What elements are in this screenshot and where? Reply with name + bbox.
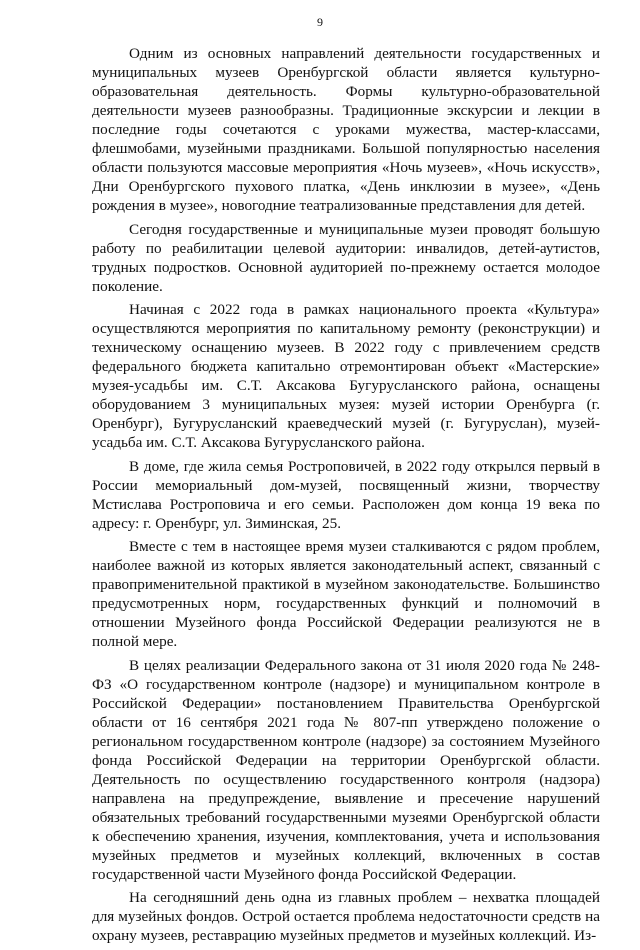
paragraph-rostropovich-museum: В доме, где жила семья Ростроповичей, в 2022 году открылся первый в России мемориальный дом-музей, посвященный жизни, творчеству Мстислава Ростроповича и его семьи. Расположен дом конца 19 века по адресу: г. Оренбург, ул. Зиминская, 25. <box>92 457 600 532</box>
page-number: 9 <box>317 15 323 29</box>
document-body <box>92 44 600 950</box>
paragraph-cultural-education: Одним из основных направлений деятельности государственных и муниципальных музеев Оренбургской области является культурно-образовательная деятельность. Формы культурно-образовательной деятельности музеев разнообразны. Традиционные экскурсии и лекции в последние годы сочетаются с уроками мужества, мастер-классами, флешмобами, музейными праздниками. Большой популярностью населения области пользуются массовые мероприятия «Ночь музеев», «Ночь искусств», Дни Оренбургского пухового платка, «День инклюзии в музее», «День рождения в музее», новогодние театрализованные представления для детей. <box>92 45 600 214</box>
paragraph-legislative-problems: Вместе с тем в настоящее время музеи сталкиваются с рядом проблем, наиболее важной из которых является законодательный аспект, связанный с правоприменительной практикой в музейном законодательстве. Большинство предусмотренных норм, государственных функций и полномочий в отношении Музейного фонда Российской Федерации реализуются не в полной мере. <box>92 538 600 650</box>
paragraph-storage-problems: На сегодняшний день одна из главных проблем – нехватка площадей для музейных фондов. Острой остается проблема недостаточности средств на охрану музеев, реставрацию музейных предметов и музейных коллекций. Из- <box>92 889 600 944</box>
paragraph-rehabilitation: Сегодня государственные и муниципальные музеи проводят большую работу по реабилитации целевой аудитории: инвалидов, детей-аутистов, трудных подростков. Основной аудиторией по-прежнему остается молодое поколение. <box>92 220 600 295</box>
paragraph-national-project: Начиная с 2022 года в рамках национального проекта «Культура» осуществляются мероприятия по капитальному ремонту (реконструкции) и техническому оснащению музеев. В 2022 году с привлечением средств федерального бюджета капитально отремонтирован объект «Мастерские» музея-усадьбы им. С.Т. Аксакова Бугурусланского района, оснащены оборудованием 3 муниципальных музея: музей истории Оренбурга (г. Оренбург), Бугурусланский краеведческий музей (г. Бугуруслан), музей-усадьба им. С.Т. Аксакова Бугурусланского района. <box>92 301 600 451</box>
paragraph-state-control: В целях реализации Федерального закона от 31 июля 2020 года № 248-ФЗ «О государственном контроле (надзоре) и муниципальном контроле в Российской Федерации» постановлением Правительства Оренбургской области от 16 сентября 2021 года № 807-пп утверждено положение о региональном государственном контроле (надзоре) за состоянием Музейного фонда Российской Федерации на территории Оренбургской области. Деятельность по осуществлению государственного контроля (надзора) направлена на предупреждение, выявление и пресечение нарушений обязательных требований государственными музеями Оренбургской области к обеспечению хранения, изучения, комплектования, учета и использования музейных предметов и музейных коллекций, включенных в состав государственной части Музейного фонда Российской Федерации. <box>92 656 600 883</box>
